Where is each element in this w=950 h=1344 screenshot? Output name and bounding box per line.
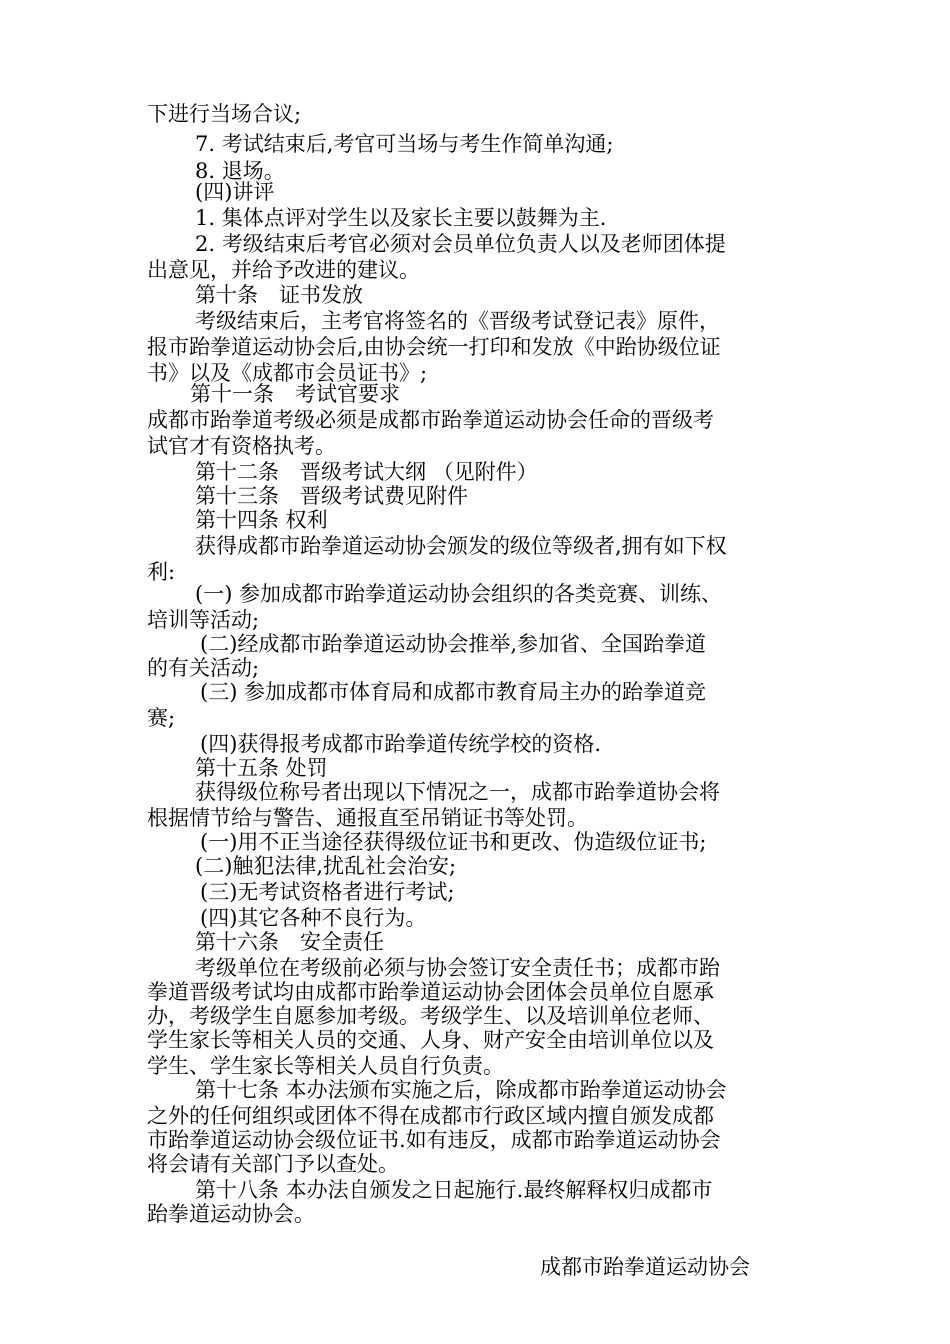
text-line: 的有关活动; bbox=[147, 656, 260, 680]
text-line: 8. 退场。 bbox=[195, 159, 285, 183]
text-line: 将会请有关部门予以查处。 bbox=[147, 1152, 399, 1176]
text-line: 跆拳道运动协会。 bbox=[147, 1202, 315, 1226]
section-heading: 第十条 证书发放 bbox=[195, 283, 363, 307]
text-line: 办，考级学生自愿参加考级。考级学生、以及培训单位老师、 bbox=[147, 1004, 714, 1028]
text-line: (一)用不正当途径获得级位证书和更改、伪造级位证书; bbox=[200, 830, 707, 854]
signature-organization: 成都市跆拳道运动协会 bbox=[540, 1255, 750, 1279]
text-line: 学生家长等相关人员的交通、人身、财产安全由培训单位以及 bbox=[147, 1028, 714, 1052]
text-line: 利: bbox=[147, 560, 176, 584]
text-line: (二)触犯法律,扰乱社会治安; bbox=[195, 854, 457, 878]
text-line: 之外的任何组织或团体不得在成都市行政区域内擅自颁发成都 bbox=[147, 1104, 714, 1128]
text-line: 下进行当场合议; bbox=[147, 102, 302, 126]
text-line: 1. 集体点评对学生以及家长主要以鼓舞为主. bbox=[195, 206, 607, 230]
text-line: 考级单位在考级前必须与协会签订安全责任书；成都市跆 bbox=[195, 956, 720, 980]
section-heading: 第十五条 处罚 bbox=[195, 756, 328, 780]
text-line: 出意见，并给予改进的建议。 bbox=[147, 258, 420, 282]
text-line: 7. 考试结束后,考官可当场与考生作简单沟通; bbox=[195, 132, 614, 156]
text-line: 赛; bbox=[147, 706, 176, 730]
text-line: (三)无考试资格者进行考试; bbox=[200, 880, 455, 904]
text-line: 市跆拳道运动协会级位证书.如有违反，成都市跆拳道运动协会 bbox=[147, 1128, 721, 1152]
text-line: 学生、学生家长等相关人员自行负责。 bbox=[147, 1054, 504, 1078]
text-line: 根据情节给与警告、通报直至吊销证书等处罚。 bbox=[147, 806, 588, 830]
text-line: (三) 参加成都市体育局和成都市教育局主办的跆拳道竞 bbox=[200, 680, 707, 704]
text-line: 第十八条 本办法自颁发之日起施行.最终解释权归成都市 bbox=[195, 1178, 713, 1202]
text-line: 书》以及《成都市会员证书》; bbox=[147, 361, 428, 385]
text-line: (四)讲评 bbox=[195, 180, 275, 204]
text-line: 试官才有资格执考。 bbox=[147, 434, 336, 458]
text-line: 获得级位称号者出现以下情况之一，成都市跆拳道协会将 bbox=[195, 780, 720, 804]
section-heading: 第十六条 安全责任 bbox=[195, 930, 384, 954]
text-line: 报市跆拳道运动协会后,由协会统一打印和发放《中跆协级位证 bbox=[147, 335, 721, 359]
text-line: 成都市跆拳道考级必须是成都市跆拳道运动协会任命的晋级考 bbox=[147, 408, 714, 432]
text-line: 考级结束后，主考官将签名的《晋级考试登记表》原件， bbox=[195, 309, 720, 333]
section-heading: 第十三条 晋级考试费见附件 bbox=[195, 484, 468, 508]
text-line: (一) 参加成都市跆拳道运动协会组织的各类竞赛、训练、 bbox=[195, 582, 723, 606]
text-line: (二)经成都市跆拳道运动协会推举,参加省、全国跆拳道 bbox=[200, 632, 707, 656]
text-line: 第十七条 本办法颁布实施之后，除成都市跆拳道运动协会 bbox=[195, 1078, 727, 1102]
section-heading: 第十四条 权利 bbox=[195, 508, 328, 532]
text-line: (四)其它各种不良行为。 bbox=[200, 906, 427, 930]
text-line: 获得成都市跆拳道运动协会颁发的级位等级者,拥有如下权 bbox=[195, 534, 727, 558]
section-heading: 第十二条 晋级考试大纲 （见附件） bbox=[195, 460, 538, 484]
text-line: 2. 考级结束后考官必须对会员单位负责人以及老师团体提 bbox=[195, 232, 726, 256]
text-line: (四)获得报考成都市跆拳道传统学校的资格. bbox=[200, 732, 602, 756]
text-line: 拳道晋级考试均由成都市跆拳道运动协会团体会员单位自愿承 bbox=[147, 980, 714, 1004]
text-line: 培训等活动; bbox=[147, 608, 260, 632]
section-heading: 第十一条 考试官要求 bbox=[190, 382, 400, 406]
